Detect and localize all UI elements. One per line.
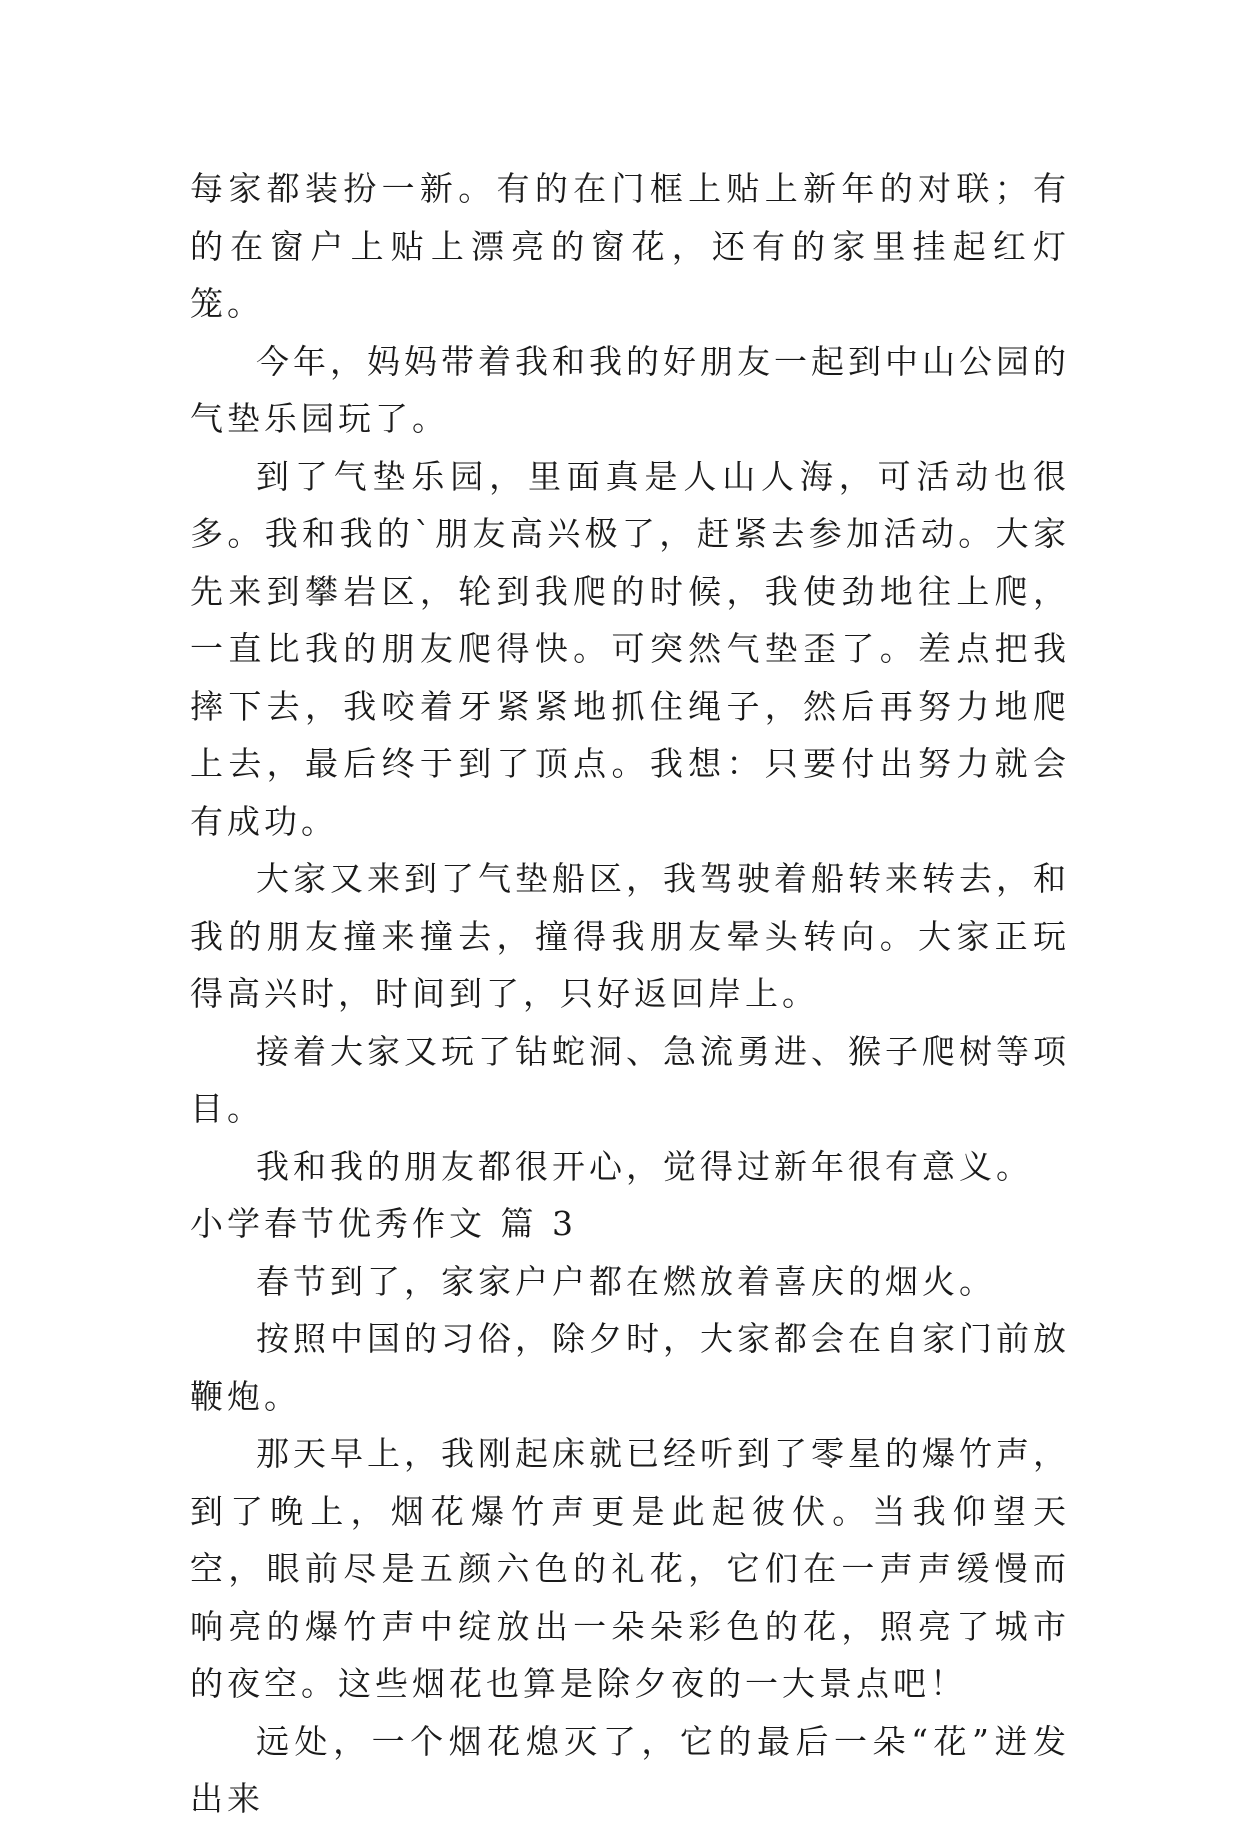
paragraph-hovercraft: 大家又来到了气垫船区，我驾驶着船转来转去，和我的朋友撞来撞去，撞得我朋友晕头转向。大家正玩得高兴时，时间到了，只好返回岸上。 (190, 859, 1070, 1013)
paragraph-decorations: 每家都装扮一新。有的在门框上贴上新年的对联；有的在窗户上贴上漂亮的窗花，还有的家里挂起红灯笼。 (190, 169, 1070, 323)
paragraph-other-games: 接着大家又玩了钻蛇洞、急流勇进、猴子爬树等项目。 (190, 1031, 1070, 1128)
paragraph-custom: 按照中国的习俗，除夕时，大家都会在自家门前放鞭炮。 (190, 1319, 1070, 1416)
paragraph-spring-festival: 春节到了，家家户户都在燃放着喜庆的烟火。 (256, 1261, 996, 1301)
paragraph-park-trip: 今年，妈妈带着我和我的好朋友一起到中山公园的气垫乐园玩了。 (190, 341, 1070, 438)
document-body (190, 160, 1070, 1828)
paragraph-climbing: 到了气垫乐园，里面真是人山人海，可活动也很多。我和我的`朋友高兴极了，赶紧去参加活动。大家先来到攀岩区，轮到我爬的时候，我使劲地往上爬，一直比我的朋友爬得快。可突然气垫歪了。差点把我摔下去，我咬着牙紧紧地抓住绳子，然后再努力地爬上去，最后终于到了顶点。我想：只要付出努力就会有成功。 (190, 456, 1070, 841)
section-heading: 小学春节优秀作文 篇 3 (190, 1204, 577, 1243)
paragraph-fireworks: 那天早上，我刚起床就已经听到了零星的爆竹声，到了晚上，烟花爆竹声更是此起彼伏。当我仰望天空，眼前尽是五颜六色的礼花，它们在一声声缓慢而响亮的爆竹声中绽放出一朵朵彩色的花，照亮了城市的夜空。这些烟花也算是除夕夜的一大景点吧！ (190, 1434, 1070, 1703)
paragraph-distance: 远处，一个烟花熄灭了，它的最后一朵“花”迸发出来 (190, 1721, 1070, 1818)
paragraph-happy: 我和我的朋友都很开心，觉得过新年很有意义。 (256, 1146, 1033, 1186)
